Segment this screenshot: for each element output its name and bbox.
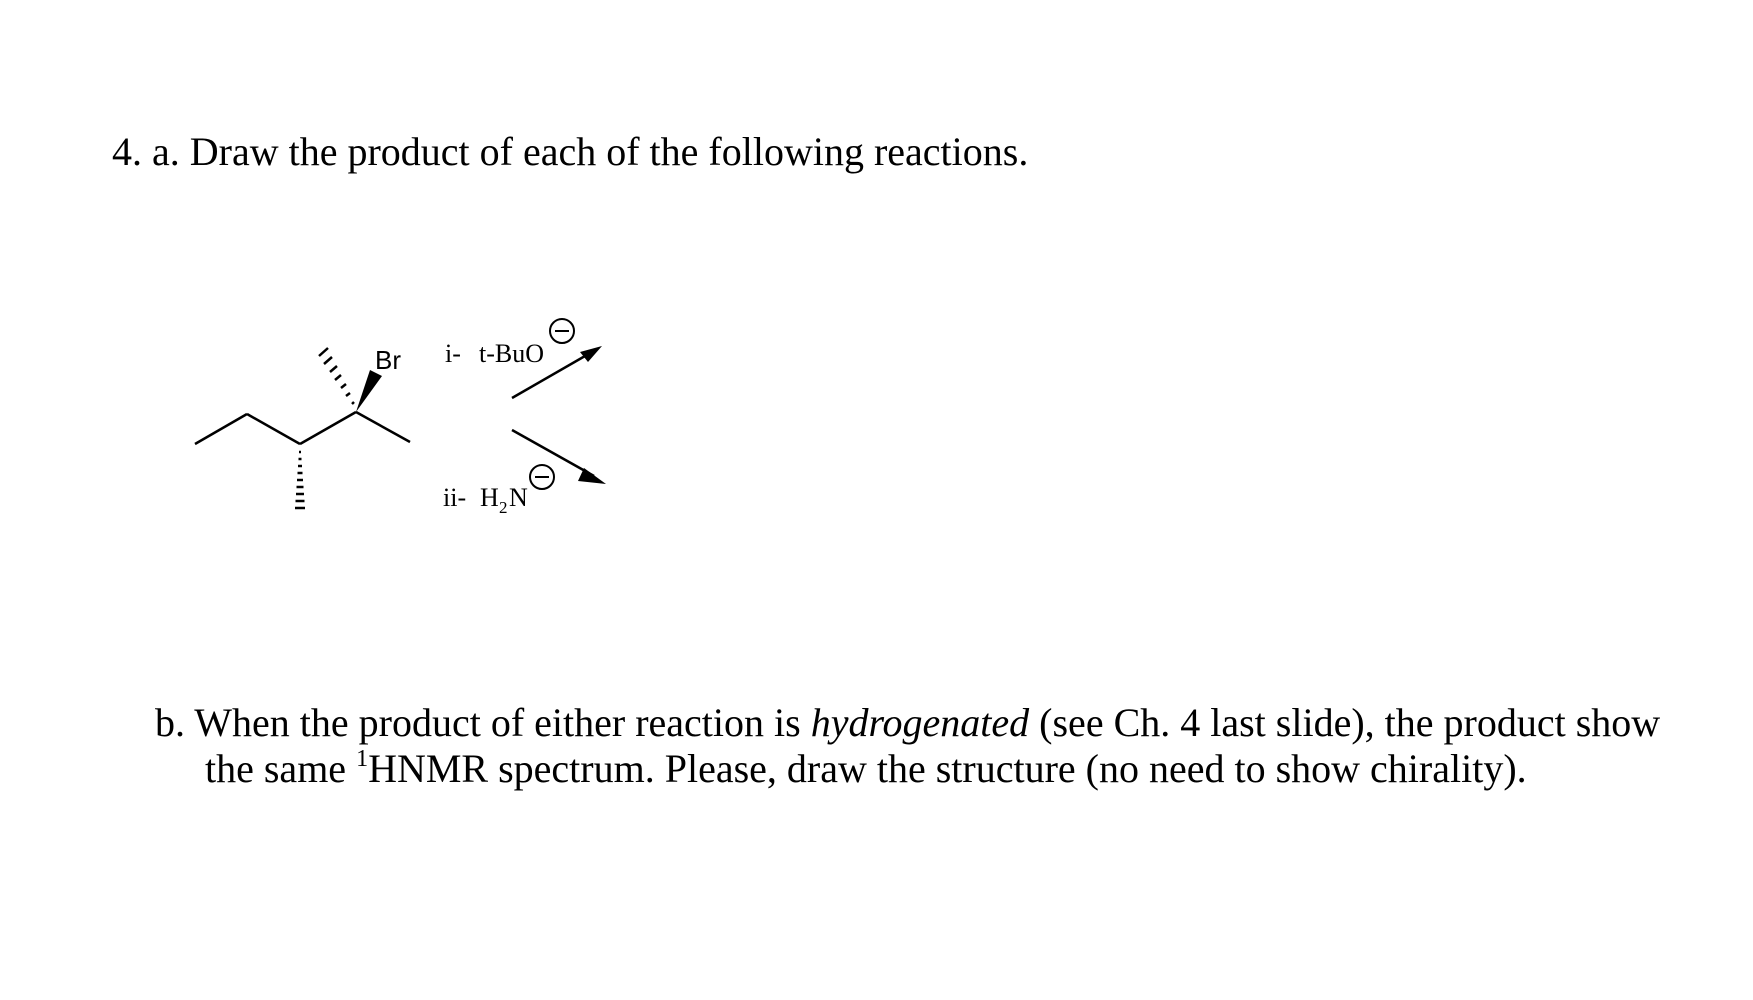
reaction-arrow-ii-shaft xyxy=(512,430,594,476)
br-label: Br xyxy=(375,345,401,375)
reagent-ii-prefix: ii- xyxy=(443,483,467,512)
bond-ethyl-ch xyxy=(247,414,300,444)
question-b-line1-end: (see Ch. 4 last slide), the product show xyxy=(1029,700,1661,745)
bond-ethyl xyxy=(195,414,247,444)
question-a-text: 4. a. Draw the product of each of the following reactions. xyxy=(112,129,1029,174)
reagent-ii-n: N xyxy=(509,483,528,512)
substrate-molecule xyxy=(195,345,410,508)
bond-cbr-methyl xyxy=(356,412,410,442)
question-b-line1-start: b. When the product of either reaction is xyxy=(155,700,811,745)
reaction-i xyxy=(445,319,602,398)
reaction-ii xyxy=(443,430,606,517)
question-b-line2-start: the same xyxy=(205,746,357,791)
solid-wedge-br xyxy=(356,370,382,412)
reagent-ii-h: H xyxy=(480,483,499,512)
charge-minus-icon-ii xyxy=(530,465,554,489)
question-b-line2-end: HNMR spectrum. Please, draw the structure (no need to show chirality). xyxy=(368,746,1527,791)
reagent-i-label: t-BuO xyxy=(479,339,544,368)
charge-minus-icon-i xyxy=(550,319,574,343)
reagent-i-prefix: i- xyxy=(445,339,461,368)
question-b xyxy=(155,700,1660,792)
arrow-head-i-icon xyxy=(580,346,602,362)
question-b-line2 xyxy=(155,746,1660,792)
question-b-italic: hydrogenated xyxy=(810,700,1030,745)
bond-ch-cbr xyxy=(300,412,356,444)
hashed-wedge-methyl xyxy=(295,452,305,508)
question-b-superscript: 1 xyxy=(356,746,369,772)
question-b-line1 xyxy=(155,700,1660,746)
reagent-ii-subscript: 2 xyxy=(499,498,508,517)
hashed-wedge-methyl-2 xyxy=(319,348,354,404)
